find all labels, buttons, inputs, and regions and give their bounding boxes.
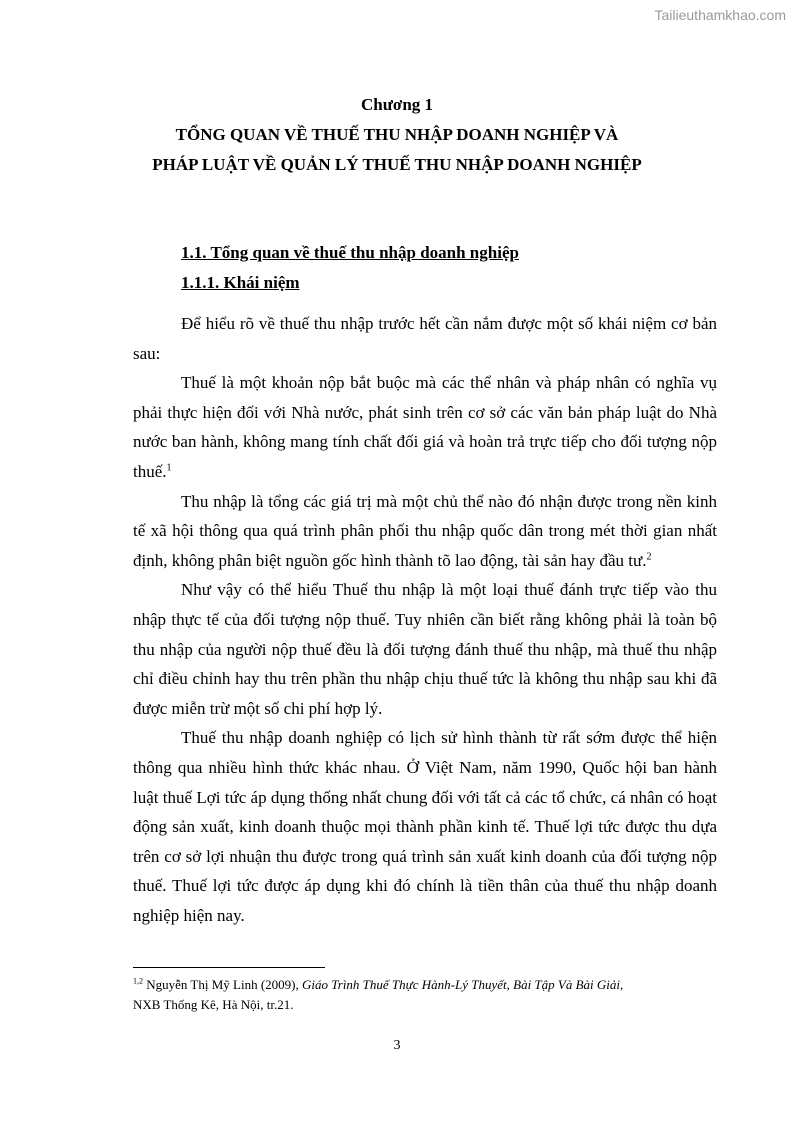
footnote-punct: , — [620, 977, 624, 992]
paragraph-tax-definition — [133, 368, 717, 486]
paragraph-text: Thu nhập là tổng các giá trị mà một chủ thể nào đó nhận được trong nền kinh tế xã hội thông qua quá trình phân phối thu nhập quốc dân trong mét thời gian nhất định, không phân biệt nguồn gốc hình thành tõ lao động, tài sản hay đầu tư. — [133, 491, 717, 570]
footnote-ref: 1 — [166, 462, 172, 474]
footnote — [133, 975, 713, 1015]
footnote-line-2: NXB Thống Kê, Hà Nội, tr.21. — [133, 997, 294, 1012]
footnote-book-title: Giáo Trình Thuế Thực Hành-Lý Thuyết, Bài Tập Và Bài Giải — [302, 977, 621, 992]
intro-paragraph: Để hiểu rõ về thuế thu nhập trước hết cần nắm được một số khái niệm cơ bản sau: — [133, 314, 717, 363]
paragraph-history: Thuế thu nhập doanh nghiệp có lịch sử hình thành từ rất sớm được thể hiện thông qua nhiều hình thức khác nhau. Ở Việt Nam, năm 1990, Quốc hội ban hành luật thuế Lợi tức áp dụng thống nhất chung đối với tất cả các tổ chức, cá nhân có hoạt động sản xuất, kinh doanh thuộc mọi thành phần kinh tế. Thuế lợi tức được thu dựa trên cơ sở lợi nhuận thu được trong quá trình sản xuất kinh doanh của đối tượng nộp thuế. Thuế lợi tức được áp dụng khi đó chính là tiền thân của thuế thu nhập doanh nghiệp hiện nay. — [133, 728, 717, 925]
section-heading-1-1-1: 1.1.1. Khái niệm — [181, 273, 300, 292]
chapter-title-line-2: PHÁP LUẬT VỀ QUẢN LÝ THUẾ THU NHẬP DOANH NGHIỆP — [152, 155, 642, 174]
section-heading-1-1: 1.1. Tổng quan về thuế thu nhập doanh nghiệp — [181, 243, 519, 262]
chapter-title-line-1: TỔNG QUAN VỀ THUẾ THU NHẬP DOANH NGHIỆP VÀ — [175, 125, 619, 144]
chapter-label: Chương 1 — [360, 95, 434, 114]
watermark: Tailieuthamkhao.com — [654, 7, 786, 23]
paragraph-income-tax: Như vậy có thể hiểu Thuế thu nhập là một loại thuế đánh trực tiếp vào thu nhập thực tế của đối tượng nộp thuế. Tuy nhiên cần biết rằng không phải là toàn bộ thu nhập của người nộp thuế đều là đối tượng đánh thuế thu nhập, mà thuế thu nhập chỉ điều chỉnh hay thu trên phần thu nhập chịu thuế tức là không thu nhập sau khi đã được miễn trừ một số chi phí hợp lý. — [133, 580, 717, 718]
footnote-line-1 — [133, 975, 713, 995]
footnote-divider — [133, 967, 325, 968]
page-number: 3 — [393, 1038, 401, 1053]
footnote-author: Nguyễn Thị Mỹ Linh (2009), — [143, 977, 302, 992]
footnote-ref: 2 — [646, 551, 652, 563]
paragraph-income-definition — [133, 487, 717, 576]
paragraph-text: Thuế là một khoản nộp bắt buộc mà các thể nhân và pháp nhân có nghĩa vụ phải thực hiện đối với Nhà nước, phát sinh trên cơ sở các văn bản pháp luật do Nhà nước ban hành, không mang tính chất đối giá và hoàn trả trực tiếp cho đối tượng nộp thuế. — [133, 373, 717, 481]
footnote-marks: 1,2 — [133, 976, 143, 986]
body-text — [133, 309, 717, 930]
